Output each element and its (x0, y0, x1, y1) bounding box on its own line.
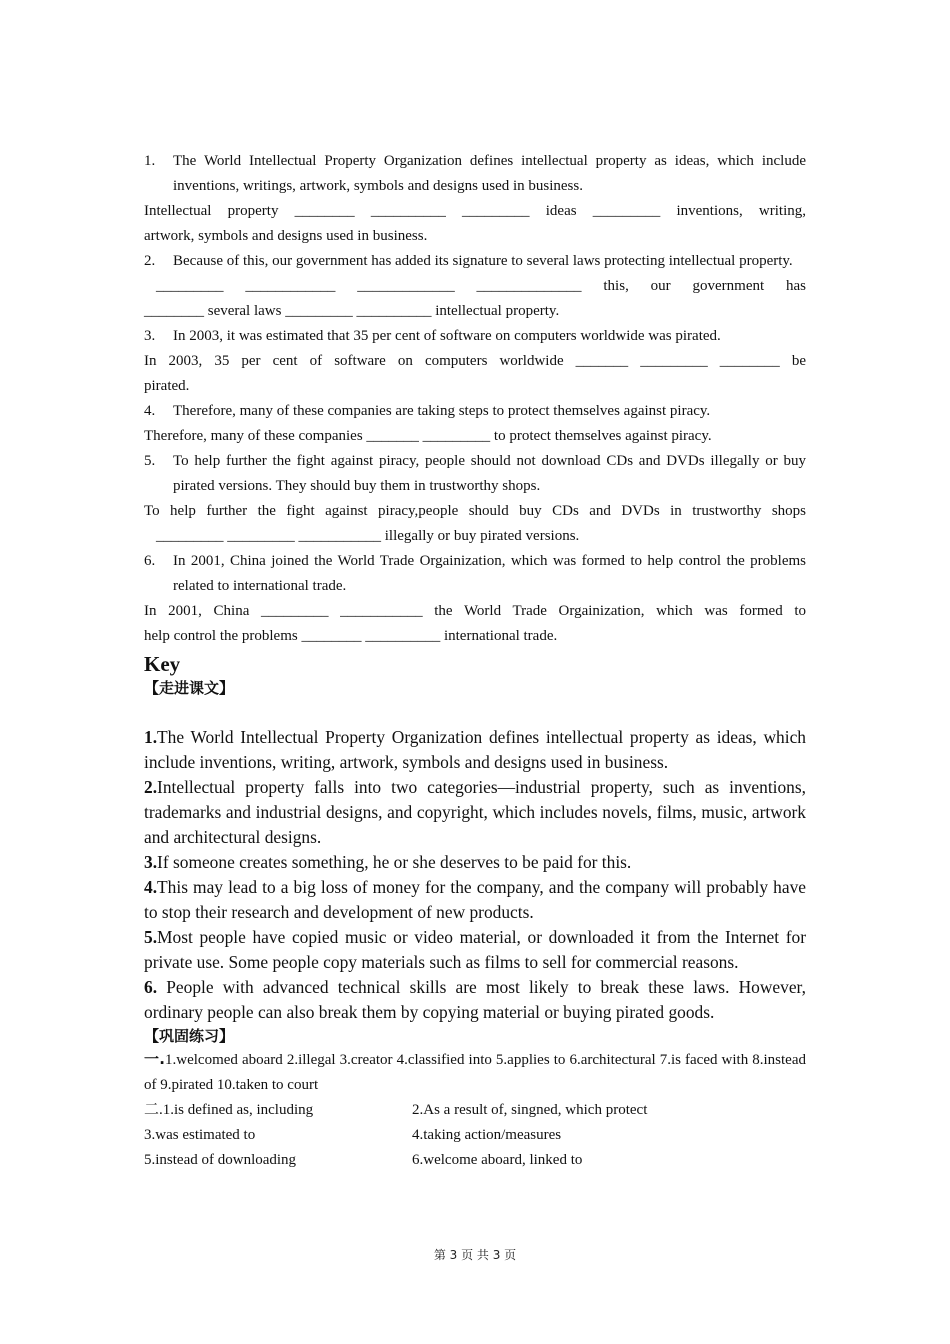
practice-row (144, 1123, 806, 1148)
exercise-item (144, 249, 806, 274)
answer-number: 5. (144, 927, 158, 947)
rewrite-line: pirated. (144, 378, 190, 394)
answer-text: Intellectual property falls into two categories—industrial property, such as inventions, trademarks and industrial designs, and copyright, which includes novels, films, music, artwork and architectural designs. (144, 777, 806, 847)
practice-cell: 3.was estimated to (144, 1127, 256, 1143)
practice-cell: 2.As a result of, singned, which protect (412, 1102, 648, 1118)
answer-number: 3. (144, 852, 158, 872)
practice-answers (144, 1047, 806, 1173)
key-answer (144, 775, 806, 850)
exercise-sentence: To help further the fight against piracy, people should not download CDs and DVDs illegally or buy pirated versions. They should buy them in trustworthy shops. (173, 453, 806, 494)
rewrite-line: In 2001, China _________ ___________ the World Trade Orgainization, which was formed to (144, 603, 806, 619)
practice-cell: 6.welcome aboard, linked to (412, 1152, 583, 1168)
exercise-item (144, 324, 806, 349)
answer-text: The World Intellectual Property Organization defines intellectual property as ideas, which include inventions, writing, artwork, symbols and designs used in business. (144, 727, 806, 772)
practice-cell: 二.1.is defined as, including (144, 1102, 314, 1118)
key-answer (144, 850, 806, 875)
rewrite-line: artwork, symbols and designs used in business. (144, 228, 428, 244)
key-title: Key (144, 652, 181, 676)
exercise-number: 4. (144, 403, 156, 419)
exercise-sentence: Therefore, many of these companies are taking steps to protect themselves against piracy. (173, 403, 711, 419)
rewrite-line: Therefore, many of these companies _______ _________ to protect themselves against piracy. (144, 428, 712, 444)
exercise-sentence: The World Intellectual Property Organization defines intellectual property as ideas, which include inventions, writings, artwork, symbols and designs used in business. (173, 153, 806, 194)
practice-cell: 5.instead of downloading (144, 1152, 297, 1168)
answer-text: If someone creates something, he or she deserves to be paid for this. (157, 852, 632, 872)
exercise-number: 1. (144, 153, 156, 169)
answer-number: 2. (144, 777, 158, 797)
exercise-number: 2. (144, 253, 156, 269)
exercise-sentence: In 2001, China joined the World Trade Orgainization, which was formed to help control the problems related to international trade. (173, 553, 806, 594)
answer-text: This may lead to a big loss of money for the company, and the company will probably have to stop their research and development of new products. (144, 877, 806, 922)
section-heading-text: 【走进课文】 (144, 679, 235, 697)
key-answers (144, 725, 806, 1025)
page-footer: 第 3 页 共 3 页 (433, 1248, 517, 1262)
exercise-sentence: In 2003, it was estimated that 35 per cent of software on computers worldwide was pirated. (173, 328, 721, 344)
exercise-item (144, 449, 806, 499)
answer-number: 4. (144, 877, 158, 897)
exercise-item (144, 549, 806, 599)
practice-cell: 4.taking action/measures (412, 1127, 562, 1143)
key-answer (144, 925, 806, 975)
practice-row (144, 1098, 806, 1123)
page-content (144, 149, 806, 1173)
section-heading-practice: 【巩固练习】 (144, 1027, 235, 1045)
part-1-text: 1.welcomed aboard 2.illegal 3.creator 4.classified into 5.applies to 6.architectural 7.is faced with 8.instead of 9.pirated 10.taken to court (144, 1052, 807, 1093)
practice-part-1 (144, 1047, 806, 1098)
rewrite-line: To help further the fight against piracy,people should buy CDs and DVDs in trustworthy shops (144, 503, 806, 519)
answer-text: Most people have copied music or video material, or downloaded it from the Internet for private use. Some people copy materials such as films to sell for commercial reasons. (144, 927, 806, 972)
key-answer (144, 875, 806, 925)
key-answer (144, 975, 806, 1025)
rewrite-line: _________ _________ ___________ illegally or buy pirated versions. (156, 528, 580, 544)
exercise-number: 5. (144, 453, 156, 469)
rewrite-line: ________ several laws _________ __________ intellectual property. (144, 303, 560, 319)
rewrite-line: help control the problems ________ __________ international trade. (144, 628, 558, 644)
rewrite-line: In 2003, 35 per cent of software on computers worldwide _______ _________ ________ be (144, 353, 806, 369)
answer-number: 6. (144, 977, 158, 997)
answer-number: 1. (144, 727, 158, 747)
answer-text: People with advanced technical skills are most likely to break these laws. However, ordinary people can also break them by copying material or buying pirated goods. (144, 977, 806, 1022)
exercise-item (144, 399, 806, 424)
exercise-number: 3. (144, 328, 156, 344)
part-1-label: 一. (144, 1050, 166, 1068)
exercise-sentence: Because of this, our government has added its signature to several laws protecting intellectual property. (173, 253, 793, 269)
practice-row (144, 1148, 806, 1173)
rewrite-line: Intellectual property ________ __________ _________ ideas _________ inventions, writing, (144, 203, 806, 219)
exercise-item (144, 149, 806, 199)
exercise-number: 6. (144, 553, 156, 569)
key-answer (144, 725, 806, 775)
rewrite-line: _________ ____________ _____________ ______________ this, our government has (156, 278, 806, 294)
